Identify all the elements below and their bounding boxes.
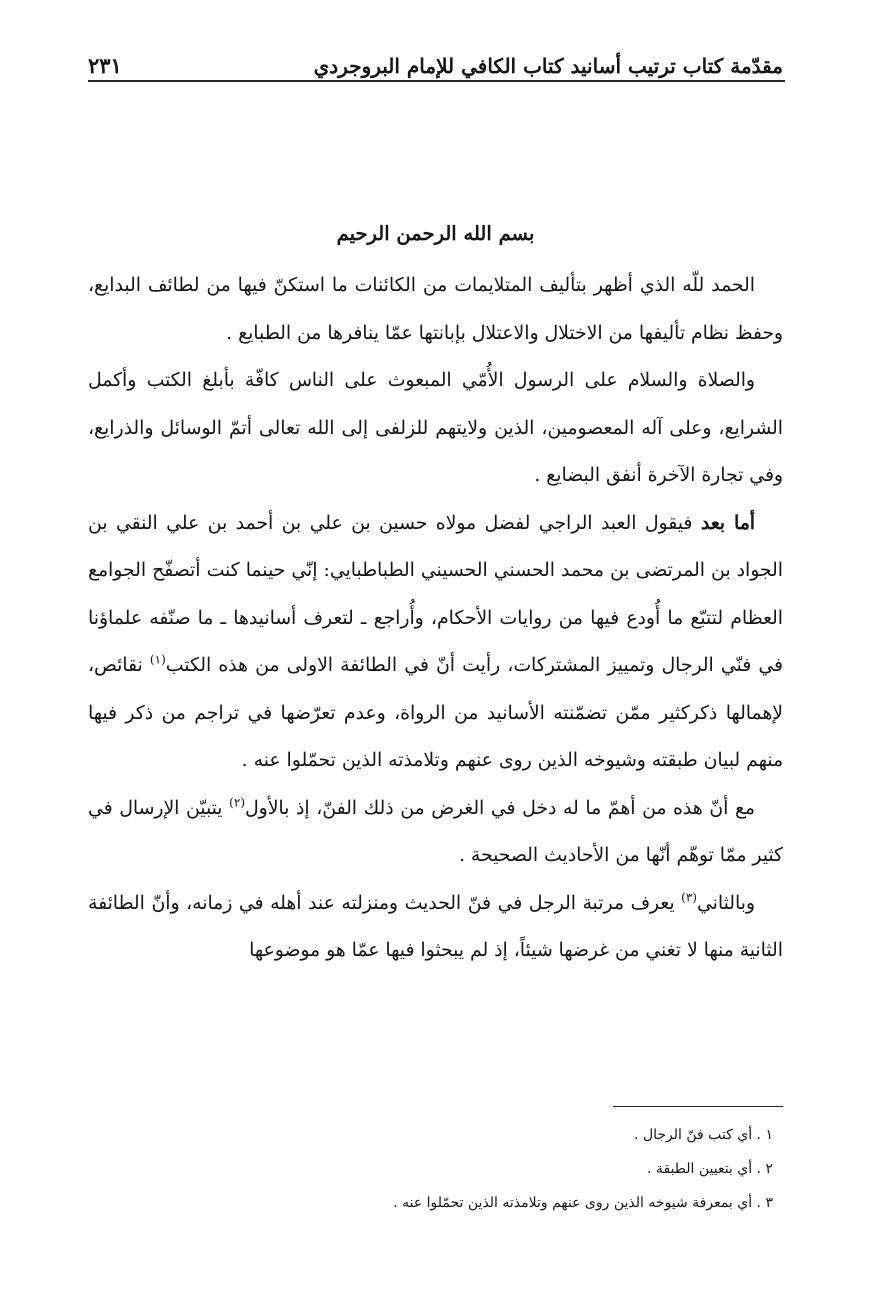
header-rule [88,80,785,82]
page-number: ٢٣١ [88,53,122,78]
paragraph-3-text-b: نقائص، لإهمالها ذكركثير ممّن تضمّنته الأسانيد من الرواة، وعدم تعرّضها في تراجم من ذكر فيها منهم لبيان طبقته وشيوخه الذين روى عنهم وتلامذته الذين تحمّلوا عنه . [88,655,783,771]
footnote-1: ١ . أي كتب فنّ الرجال . [634,1127,773,1143]
main-text [88,262,783,975]
footnote-marker-1: (١) [149,652,166,667]
paragraph-3-text-a: فيقول العبد الراجي لفضل مولاه حسين بن علي بن أحمد بن علي النقي بن الجواد بن المرتضى بن محمد الحسني الحسيني الطباطبايي: إنّي حينما كنت أتصفّح الجوامع العظام لتتبّع ما أُودع فيها من روايات الأحكام، وأُراجع ـ لتعرف أسانيدها ـ ما صنّفه علماؤنا في فنّي الرجال وتمييز المشتركات، رأيت أنّ في الطائفة الاولى من هذه الكتب [88,512,784,676]
footnote-3: ٣ . أي بمعرفة شيوخه الذين روى عنهم وتلامذته الذين تحمّلوا عنه . [393,1195,773,1211]
paragraph-4-text-a: مع أنّ هذه من أهمّ ما له دخل في الغرض من ذلك الفنّ، إذ بالأول [245,797,755,819]
paragraph-3-lead: أما بعد [700,511,755,534]
basmala-heading: بسم الله الرحمن الرحيم [336,222,535,245]
running-header [88,38,783,78]
paragraph-4-text-b: يتبيّن الإرسال في كثير ممّا توهّم أنّها من الأحاديث الصحيحة . [88,797,783,866]
paragraph-3 [88,500,783,785]
footnote-rule [613,1106,783,1107]
footnote-marker-2: (٢) [229,795,245,810]
paragraph-5 [88,880,783,975]
paragraph-5-text-b: يعرف مرتبة الرجل في فنّ الحديث ومنزلته عند أهله في زمانه، وأنّ الطائفة الثانية منها لا تغني من غرضها شيئاً، إذ لم يبحثوا فيها عمّا هو موضوعها [88,892,783,961]
paragraph-2: والصلاة والسلام على الرسول الأُمّي المبعوث على الناس كافّة بأبلغ الكتب وأكمل الشرايع، وعلى آله المعصومين، الذين ولايتهم للزلفى إلى الله تعالى أتمّ الوسائل والذرايع، وفي تجارة الآخرة أنفق البضايع . [88,370,783,486]
footnote-2: ٢ . أي بتعيين الطبقة . [647,1161,773,1177]
paragraph-5-text-a: وبالثاني [696,892,755,914]
footnote-marker-3: (٣) [681,890,697,905]
footnotes [88,1118,783,1220]
running-title: مقدّمة كتاب ترتيب أسانيد كتاب الكافي للإمام البروجردي [313,54,783,78]
paragraph-4 [88,785,783,880]
paragraph-1: الحمد للّه الذي أظهر بتأليف المتلايمات من الكائنات ما استكنّ فيها من لطائف البدايع، وحفظ نظام تأليفها من الاختلال والاعتلال بإبانتها عمّا ينافرها من الطبايع . [88,275,783,344]
